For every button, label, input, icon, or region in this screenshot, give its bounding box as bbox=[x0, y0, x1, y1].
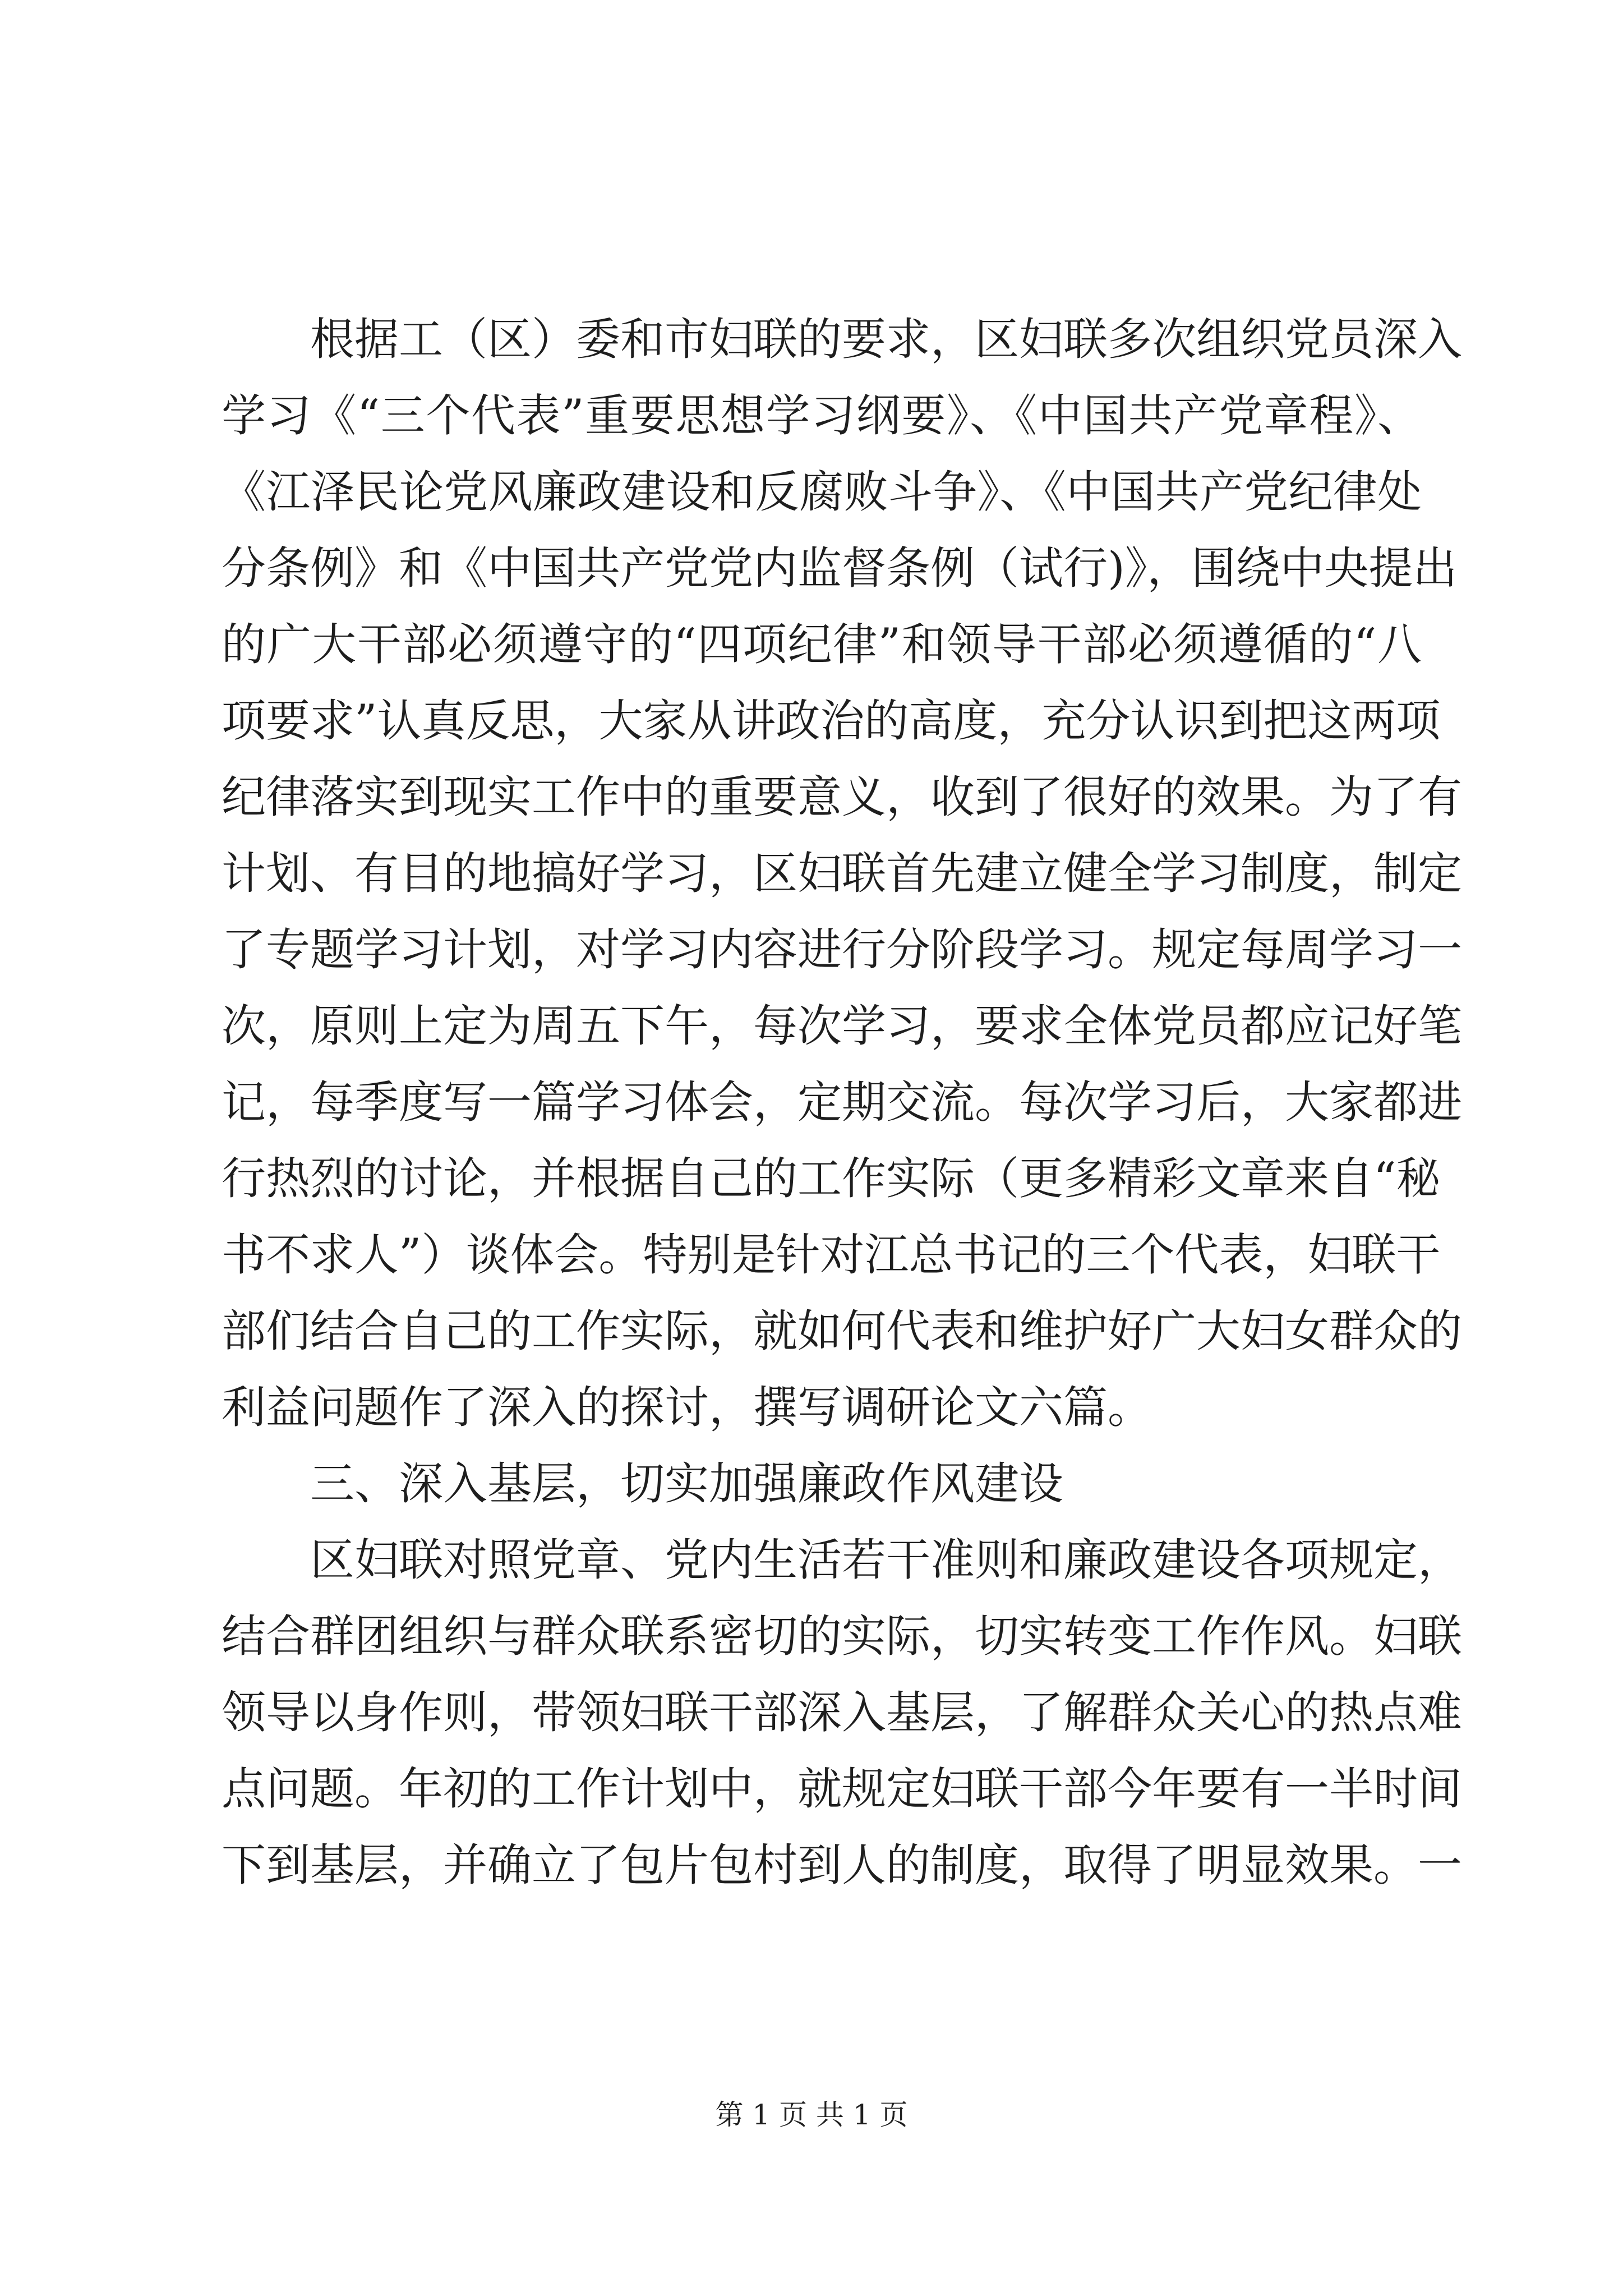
text-line: 领导以身作则，带领妇联干部深入基层，了解群众关心的热点难 bbox=[222, 1687, 1462, 1738]
text-line: 结合群团组织与群众联系密切的实际，切实转变工作作风。妇联 bbox=[222, 1611, 1462, 1662]
text-line: 次，原则上定为周五下午，每次学习，要求全体党员都应记好笔 bbox=[222, 1000, 1462, 1052]
text-line: 下到基层，并确立了包片包村到人的制度，取得了明显效果。一 bbox=[222, 1839, 1462, 1891]
text-line: 了专题学习计划，对学习内容进行分阶段学习。规定每周学习一 bbox=[222, 924, 1462, 976]
text-line: 的广大干部必须遵守的“四项纪律”和领导干部必须遵循的“八 bbox=[222, 619, 1422, 670]
page-number-footer: 第 1 页 共 1 页 bbox=[715, 2099, 908, 2131]
text-line: 区妇联对照党章、党内生活若干准则和廉政建设各项规定， bbox=[310, 1534, 1462, 1586]
section-heading: 三、深入基层，切实加强廉政作风建设 bbox=[310, 1458, 1063, 1510]
text-line: 计划、有目的地搞好学习，区妇联首先建立健全学习制度，制定 bbox=[222, 848, 1462, 899]
text-line: 学习《“三个代表”重要思想学习纲要》、《中国共产党章程》、 bbox=[222, 390, 1422, 441]
text-line: 书不求人”）谈体会。特别是针对江总书记的三个代表，妇联干 bbox=[222, 1229, 1441, 1281]
text-line: 根据工（区）委和市妇联的要求，区妇联多次组织党员深入 bbox=[310, 314, 1462, 365]
text-line: 行热烈的讨论，并根据自己的工作实际（更多精彩文章来自“秘 bbox=[222, 1153, 1441, 1204]
text-line: 利益问题作了深入的探讨，撰写调研论文六篇。 bbox=[222, 1382, 1152, 1433]
text-line: 记，每季度写一篇学习体会，定期交流。每次学习后，大家都进 bbox=[222, 1076, 1462, 1128]
text-line: 纪律落实到现实工作中的重要意义，收到了很好的效果。为了有 bbox=[222, 771, 1462, 823]
text-line: 部们结合自己的工作实际，就如何代表和维护好广大妇女群众的 bbox=[222, 1305, 1462, 1357]
text-line: 《江泽民论党风廉政建设和反腐败斗争》、《中国共产党纪律处 bbox=[222, 466, 1422, 518]
text-line: 点问题。年初的工作计划中，就规定妇联干部今年要有一半时间 bbox=[222, 1763, 1462, 1815]
text-line: 分条例》和《中国共产党党内监督条例（试行)》，围绕中央提出 bbox=[222, 542, 1458, 594]
text-line: 项要求”认真反思，大家从讲政治的高度，充分认识到把这两项 bbox=[222, 695, 1441, 747]
